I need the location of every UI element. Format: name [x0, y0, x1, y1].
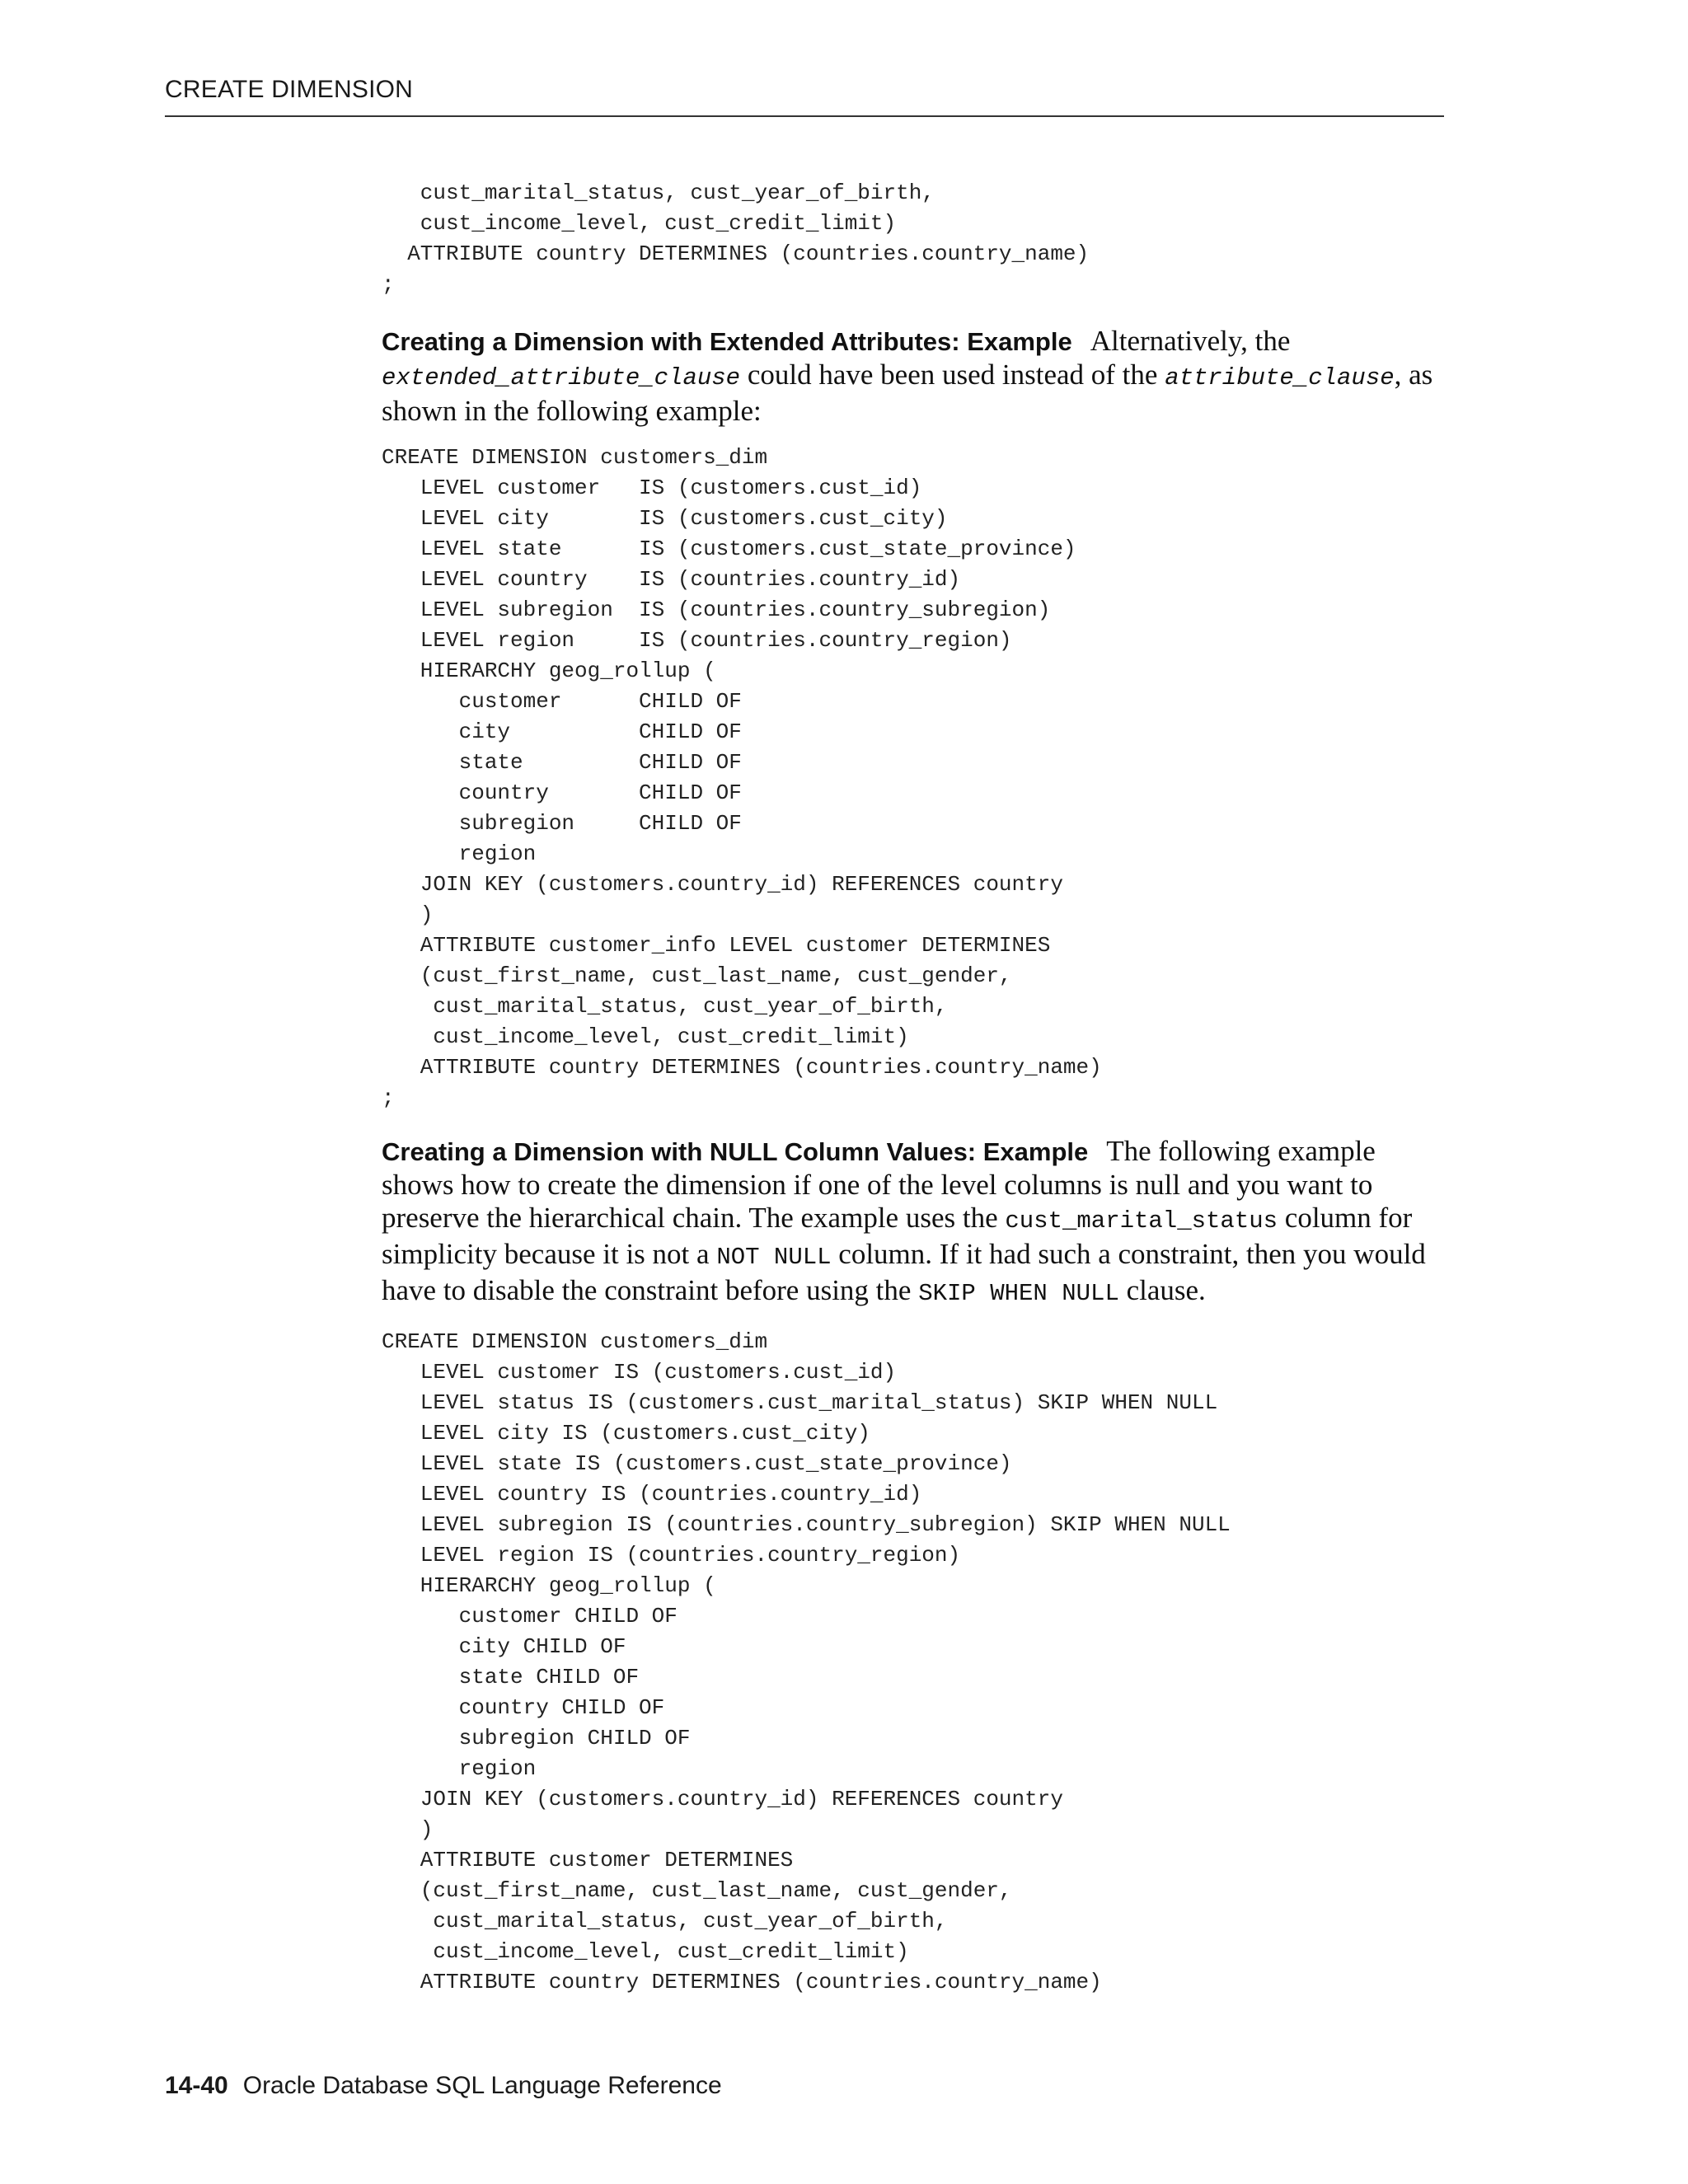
code-block-null: [382, 1327, 1453, 1998]
book-title: Oracle Database SQL Language Reference: [242, 2072, 722, 2099]
section-extended-attributes: [382, 325, 1453, 428]
header-rule: [165, 115, 1444, 117]
section-heading: Creating a Dimension with NULL Column Values: Example: [382, 1137, 1089, 1166]
inline-code: cust_marital_status: [1005, 1207, 1278, 1235]
inline-code: NOT NULL: [716, 1244, 832, 1271]
section-heading: Creating a Dimension with Extended Attributes: Example: [382, 327, 1072, 356]
page-number: 14-40: [165, 2072, 228, 2099]
code-block-continued: [382, 178, 1453, 300]
code-block-extended: [382, 443, 1453, 1113]
code-listing-1: cust_marital_status, cust_year_of_birth, cust_income_level, cust_credit_limit) ATTRIBUTE country DETERMINES (countries.country_name) ;: [382, 180, 1090, 297]
code-listing-2: CREATE DIMENSION customers_dim LEVEL customer IS (customers.cust_id) LEVEL city IS (customers.cust_city) LEVEL state IS (customers.cust_state_province) LEVEL country IS (countries.country_id) LEVEL subregion IS (countries.country_subregion) LEVEL region IS (countries.country_region) HIERARCHY geog_rollup ( customer CHILD OF city CHILD OF state CHILD OF country CHILD OF subregion CHILD OF region JOIN KEY (customers.country_id) REFERENCES country ) ATTRIBUTE customer_info LEVEL customer DETERMINES (cust_first_name, cust_last_name, cust_gender, cust_marital_status, cust_year_of_birth, cust_income_level, cust_credit_limit) ATTRIBUTE country DETERMINES (countries.country_name) ;: [382, 445, 1102, 1110]
paragraph-null-values: Creating a Dimension with NULL Column Values: Example The following example shows how to create the dimension if one of the level columns is null and you want to preserve the hierarchical chain. The example uses the cust_marital_status column for simplicity because it is not a NOT NULL column. If it had such a constraint, then you would have to disable the constraint before using the SKIP WHEN NULL clause.: [382, 1135, 1426, 1307]
inline-code: extended_attribute_clause: [382, 364, 741, 391]
page-footer: [165, 2072, 722, 2100]
running-header: CREATE DIMENSION: [165, 76, 414, 103]
code-listing-3: CREATE DIMENSION customers_dim LEVEL customer IS (customers.cust_id) LEVEL status IS (customers.cust_marital_status) SKIP WHEN NULL LEVEL city IS (customers.cust_city) LEVEL state IS (customers.cust_state_province) LEVEL country IS (countries.country_id) LEVEL subregion IS (countries.country_subregion) SKIP WHEN NULL LEVEL region IS (countries.country_region) HIERARCHY geog_rollup ( customer CHILD OF city CHILD OF state CHILD OF country CHILD OF subregion CHILD OF region JOIN KEY (customers.country_id) REFERENCES country ) ATTRIBUTE customer DETERMINES (cust_first_name, cust_last_name, cust_gender, cust_marital_status, cust_year_of_birth, cust_income_level, cust_credit_limit) ATTRIBUTE country DETERMINES (countries.country_name): [382, 1329, 1231, 1994]
inline-code: attribute_clause: [1165, 364, 1395, 391]
paragraph-extended-attributes: Creating a Dimension with Extended Attributes: Example Alternatively, the extended_attribute_clause could have been used instead of the attribute_clause, as shown in the following example:: [382, 325, 1433, 427]
section-null-values: [382, 1135, 1437, 1310]
inline-code: SKIP WHEN NULL: [918, 1280, 1119, 1307]
